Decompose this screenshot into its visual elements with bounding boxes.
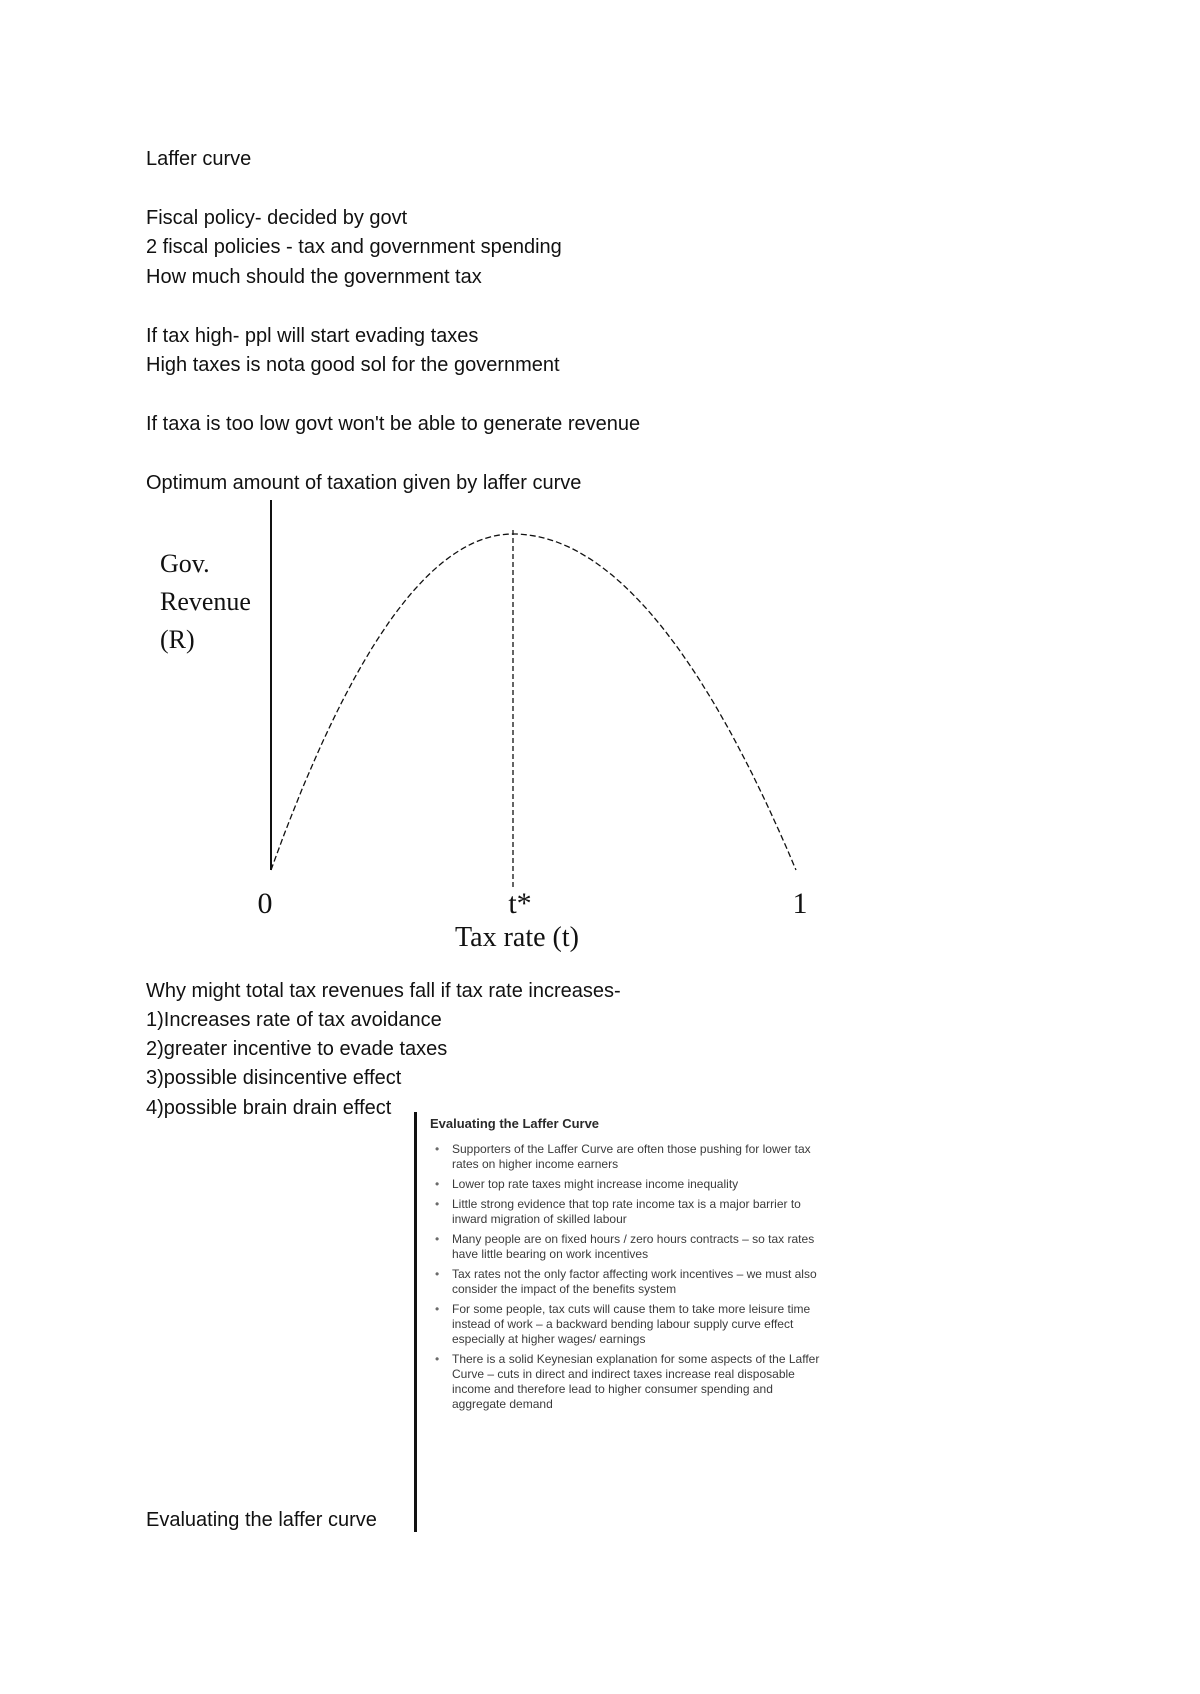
note-line: High taxes is nota good sol for the government xyxy=(146,354,560,376)
evaluation-point: • For some people, tax cuts will cause them to take more leisure time instead of work – a backward bending labour supply curve effect especially at higher wages/ earnings xyxy=(430,1302,820,1347)
note-line: Optimum amount of taxation given by laffer curve xyxy=(146,472,582,494)
note-line: How much should the government tax xyxy=(146,266,482,288)
note-line: Fiscal policy- decided by govt xyxy=(146,207,408,229)
x-axis-label: Tax rate (t) xyxy=(455,922,579,953)
x-tick-label: t* xyxy=(508,887,532,920)
evaluation-point: • Many people are on fixed hours / zero hours contracts – so tax rates have little bearing on work incentives xyxy=(430,1232,820,1262)
y-label-line-3: (R) xyxy=(160,625,195,654)
evaluation-point: • Supporters of the Laffer Curve are often those pushing for lower tax rates on higher income earners xyxy=(430,1142,820,1172)
evaluation-heading: Evaluating the Laffer Curve xyxy=(430,1116,600,1131)
y-label-line-1: Gov. xyxy=(160,549,210,578)
question-line: Why might total tax revenues fall if tax rate increases- xyxy=(146,980,621,1002)
x-tick-label: 1 xyxy=(792,887,808,920)
evaluation-rule xyxy=(414,1112,417,1532)
reason-item: 4)possible brain drain effect xyxy=(146,1097,392,1119)
evaluation-point: • Little strong evidence that top rate income tax is a major barrier to inward migration of skilled labour xyxy=(430,1197,820,1227)
reason-item: 3)possible disincentive effect xyxy=(146,1067,402,1089)
evaluation-point: • Lower top rate taxes might increase income inequality xyxy=(430,1177,820,1192)
evaluating-caption: Evaluating the laffer curve xyxy=(146,1509,377,1531)
revenue-curve xyxy=(271,534,796,870)
evaluation-point: • Tax rates not the only factor affecting work incentives – we must also consider the impact of the benefits system xyxy=(430,1267,820,1297)
note-line: 2 fiscal policies - tax and government spending xyxy=(146,236,562,258)
evaluation-list xyxy=(430,1142,820,1417)
notes-title: Laffer curve xyxy=(146,148,252,170)
note-line: If tax high- ppl will start evading taxes xyxy=(146,325,479,347)
reason-item: 1)Increases rate of tax avoidance xyxy=(146,1009,442,1031)
x-tick-label: 0 xyxy=(257,887,273,920)
reason-item: 2)greater incentive to evade taxes xyxy=(146,1038,448,1060)
y-label-line-2: Revenue xyxy=(160,587,251,616)
laffer-curve-chart xyxy=(140,500,840,960)
note-line: If taxa is too low govt won't be able to generate revenue xyxy=(146,413,641,435)
evaluation-point: • There is a solid Keynesian explanation for some aspects of the Laffer Curve – cuts in direct and indirect taxes increase real disposable income and therefore lead to higher consumer spending and aggregate demand xyxy=(430,1352,820,1412)
